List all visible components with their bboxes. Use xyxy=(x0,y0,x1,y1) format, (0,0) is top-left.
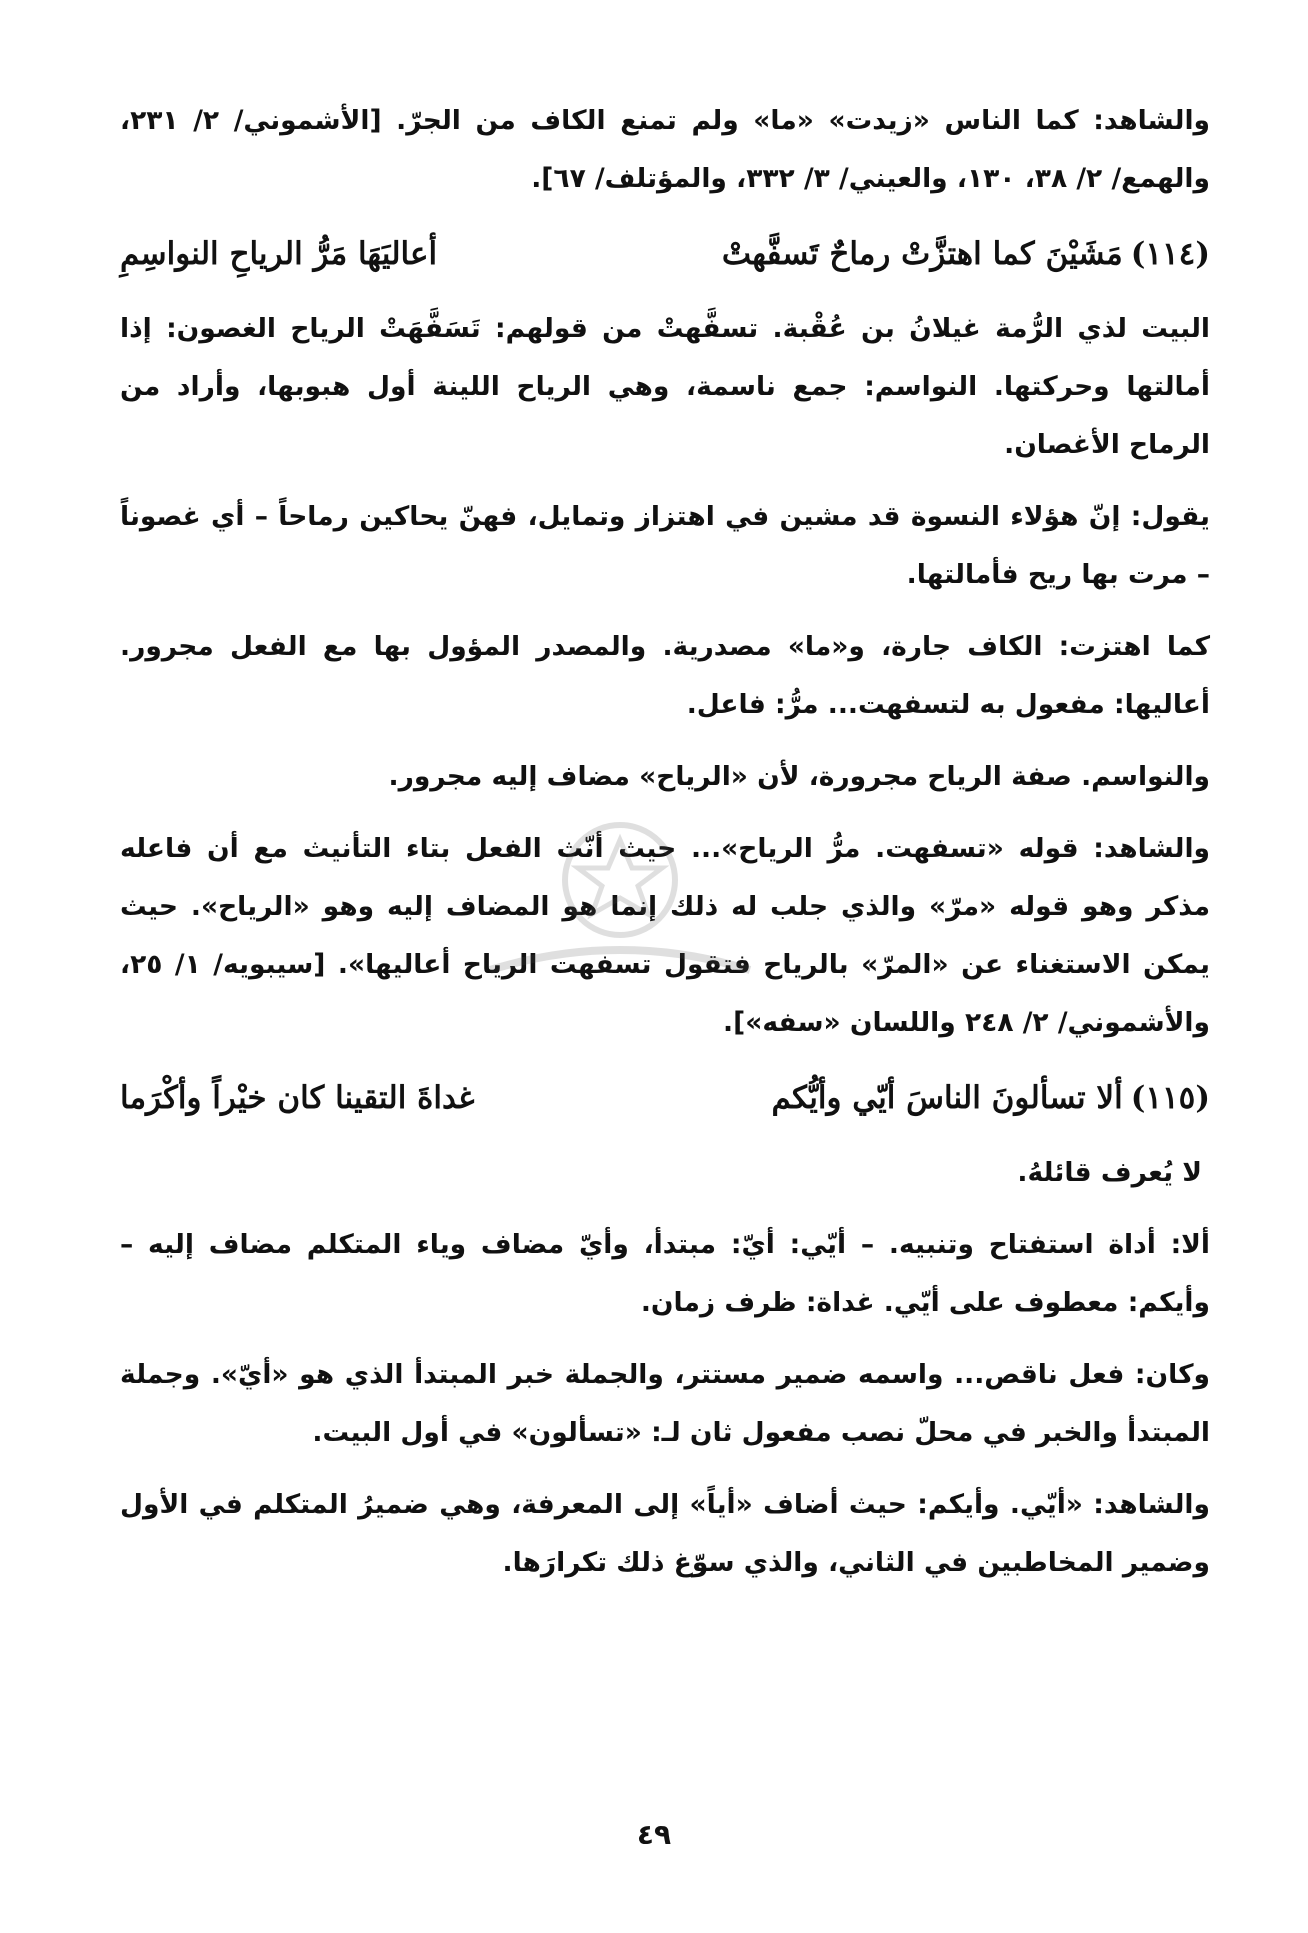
paragraph: والشاهد: كما الناس «زيدت» «ما» ولم تمنع الكاف من الجرّ. [الأشموني/ ٢/ ٢٣١، والهمع/ ٢/ ٣٨، ١٣٠، والعيني/ ٣/ ٣٣٢، والمؤتلف/ ٦٧]. xyxy=(120,105,1210,194)
page-body xyxy=(120,92,1210,1606)
paragraph: كما اهتزت: الكاف جارة، و«ما» مصدرية. والمصدر المؤول بها مع الفعل مجرور. أعاليها: مفعول به لتسفهت... مرُّ: فاعل. xyxy=(120,631,1210,720)
verse-hemistich-2: غداةَ التقينا كان خيْراً وأكْرَما xyxy=(120,1080,475,1116)
verse-114 xyxy=(120,222,1210,286)
paragraph: البيت لذي الرُّمة غيلانُ بن عُقْبة. تسفَّهتْ من قولهم: تَسَفَّهَتْ الرياح الغصون: إذا أمالتها وحركتها. النواسم: جمع ناسمة، وهي الرياح اللينة أول هبوبها، وأراد من الرماح الأغصان. xyxy=(120,313,1210,460)
verse-hemistich-1: مَشَيْنَ كما اهتزَّتْ رماحٌ تَسفَّهتْ xyxy=(721,236,1123,272)
verse-attribution: لا يُعرف قائلهُ. xyxy=(1017,1157,1202,1188)
paragraph: وكان: فعل ناقص... واسمه ضمير مستتر، والجملة خبر المبتدأ الذي هو «أيّ». وجملة المبتدأ والخبر في محلّ نصب مفعول ثان لـ: «تسألون» في أول البيت. xyxy=(120,1359,1210,1448)
verse-115 xyxy=(120,1066,1210,1130)
paragraph: والشاهد: «أيّي. وأيكم: حيث أضاف «أياً» إلى المعرفة، وهي ضميرُ المتكلم في الأول وضمير المخاطبين في الثاني، والذي سوّغ ذلك تكرارَها. xyxy=(120,1489,1210,1578)
paragraph: ألا: أداة استفتاح وتنبيه. – أيّي: أيّ: مبتدأ، وأيّ مضاف وياء المتكلم مضاف إليه – وأيكم: معطوف على أيّي. غداة: ظرف زمان. xyxy=(120,1229,1210,1318)
verse-number: (١١٥) xyxy=(1130,1080,1210,1116)
verse-hemistich-1: ألا تسألونَ الناسَ أيّي وأيُّكم xyxy=(771,1080,1123,1116)
paragraph: والنواسم. صفة الرياح مجرورة، لأن «الرياح» مضاف إليه مجرور. xyxy=(388,761,1210,792)
paragraph: والشاهد: قوله «تسفهت. مرُّ الرياح»... حيث أنّث الفعل بتاء التأنيث مع أن فاعله مذكر وهو قوله «مرّ» والذي جلب له ذلك إنما هو المضاف إليه وهو «الرياح». حيث يمكن الاستغناء عن «المرّ» بالرياح فتقول تسفهت الرياح أعاليها». [سيبويه/ ١/ ٢٥، والأشموني/ ٢/ ٢٤٨ واللسان «سفه»]. xyxy=(120,833,1210,1038)
page-number: ٤٩ xyxy=(636,1818,672,1851)
verse-hemistich-2: أعاليَهَا مَرُّ الرياحِ النواسِمِ xyxy=(120,236,438,272)
paragraph: يقول: إنّ هؤلاء النسوة قد مشين في اهتزاز وتمايل، فهنّ يحاكين رماحاً – أي غصوناً – مرت بها ريح فأمالتها. xyxy=(120,501,1210,590)
verse-number: (١١٤) xyxy=(1130,236,1210,272)
